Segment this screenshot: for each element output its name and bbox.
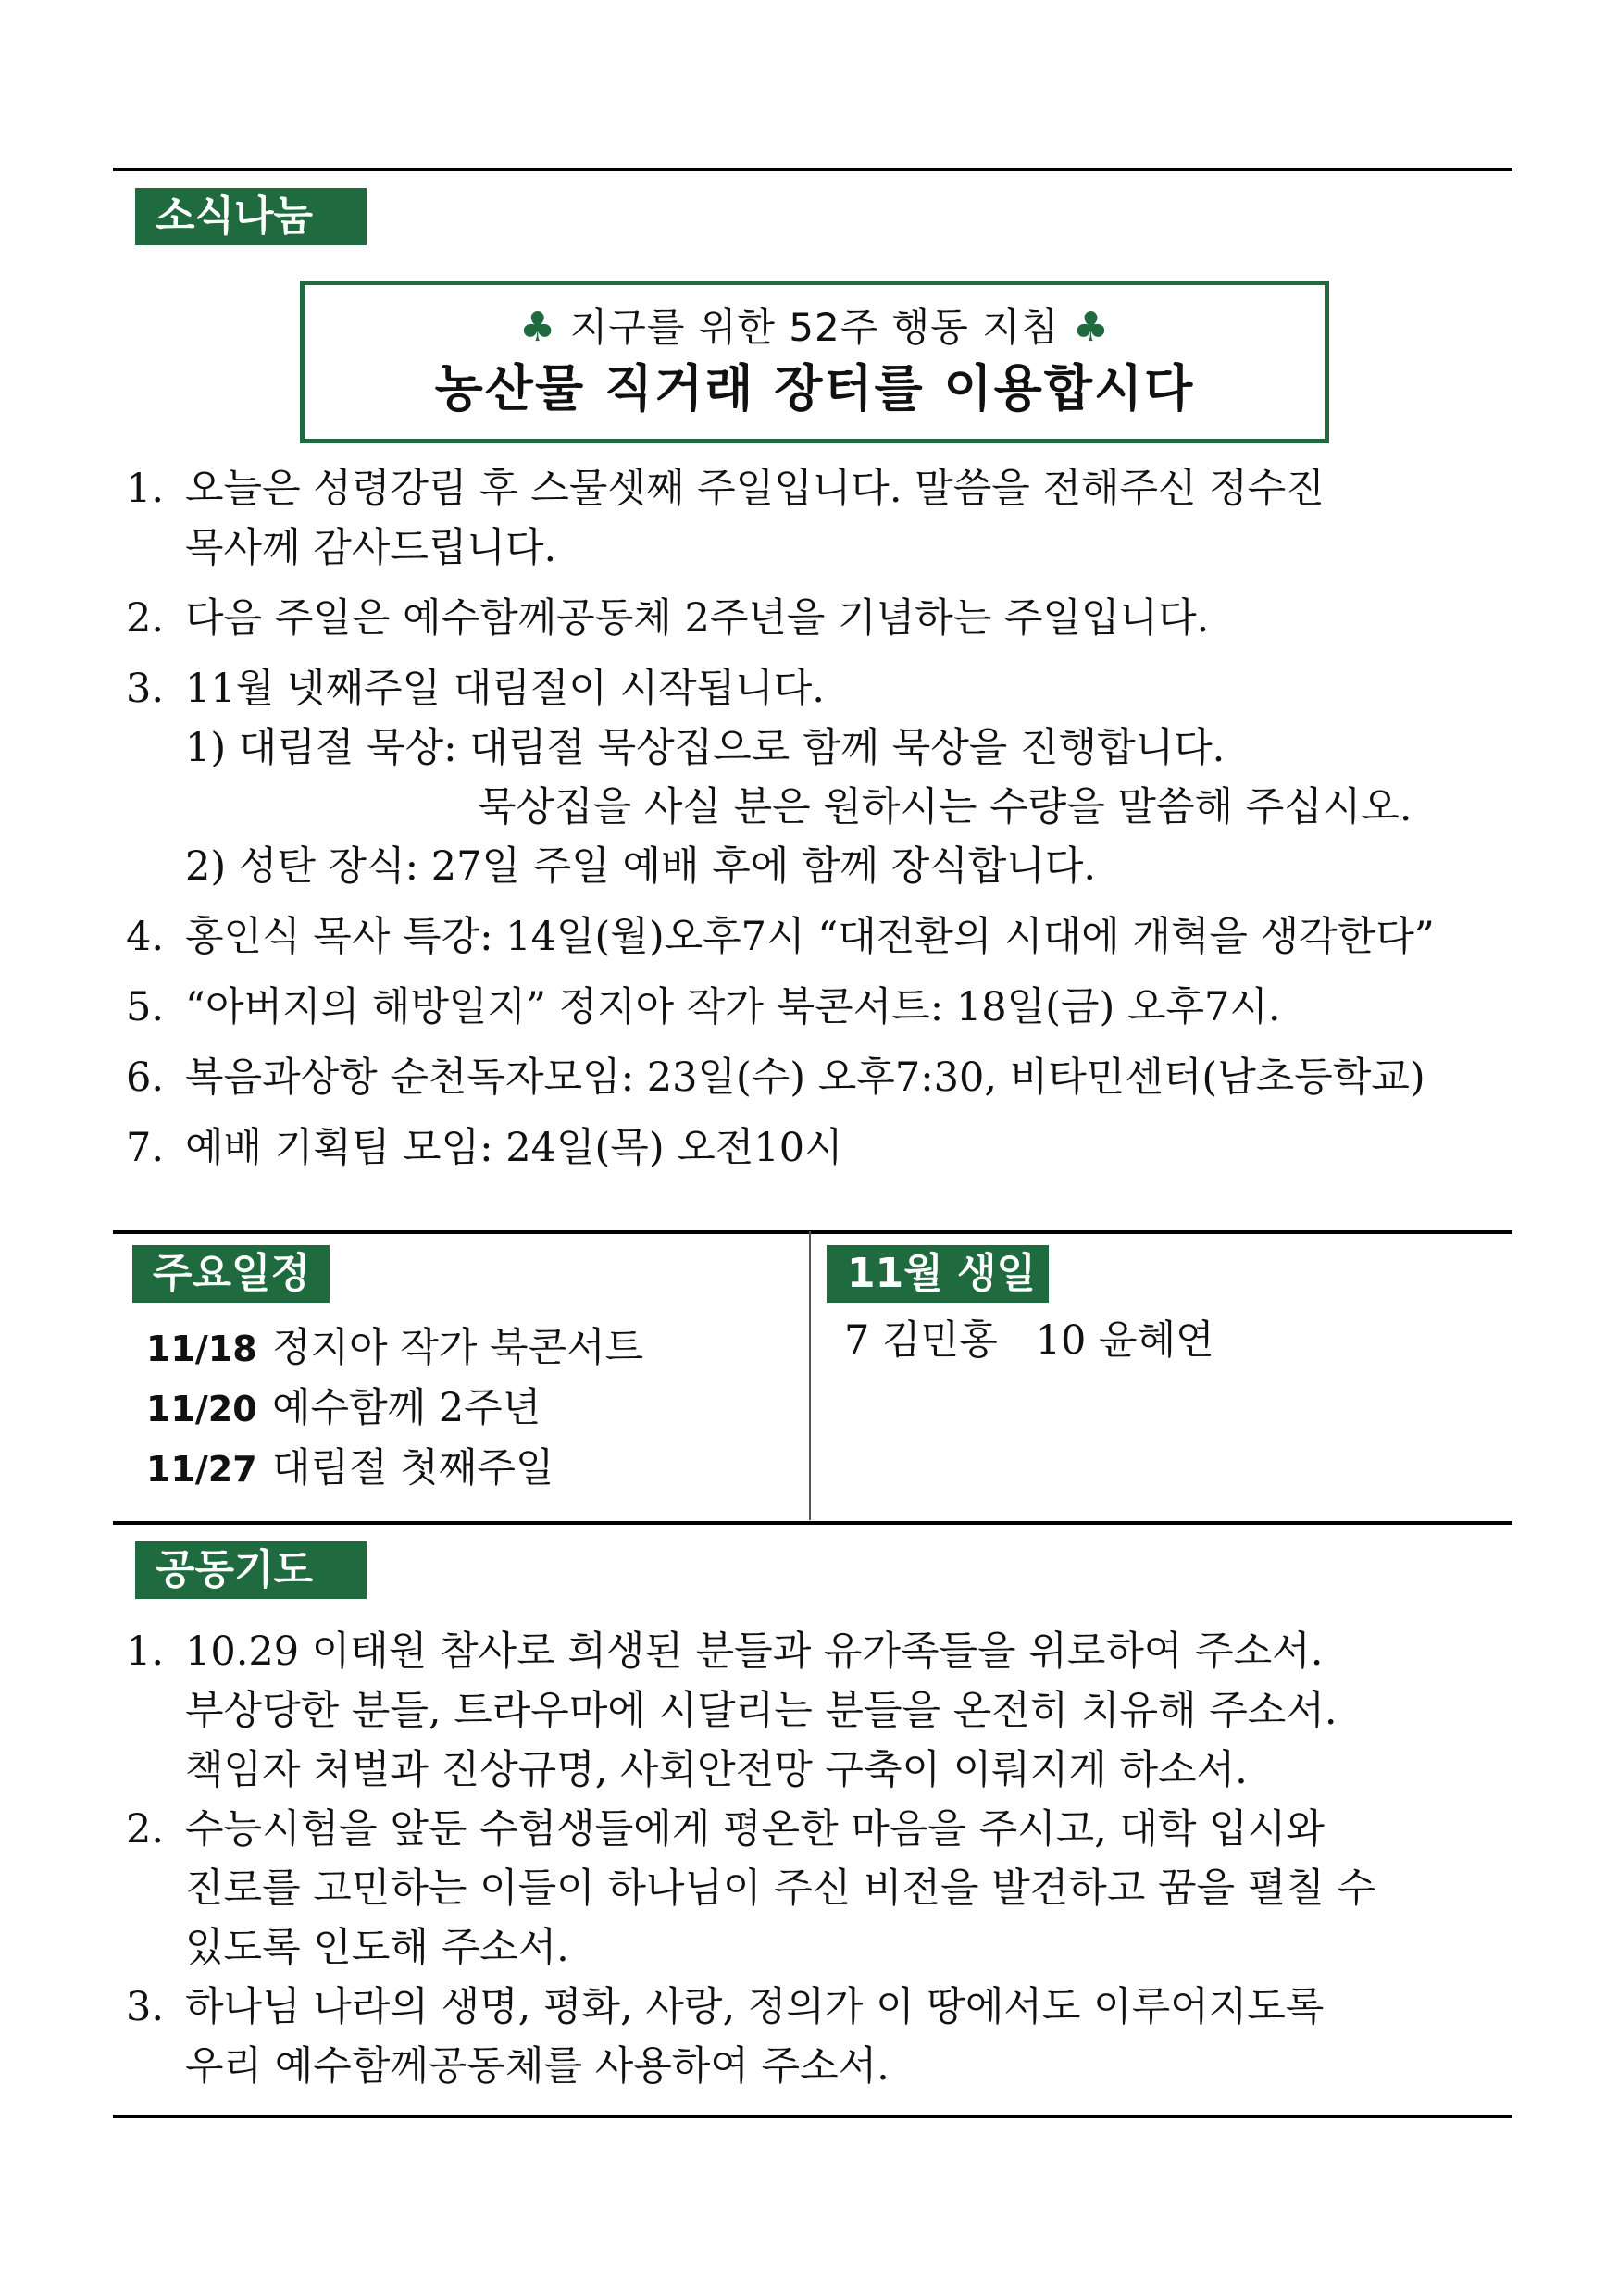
news-list — [126, 459, 1514, 1178]
item-line: 부상당한 분들, 트라우마에 시달리는 분들을 온전히 치유해 주소서. — [185, 1688, 1338, 1734]
item-number: 4. — [126, 914, 165, 960]
sub-item — [185, 718, 1514, 778]
sub-item-label: 1) 대림절 묵상: — [185, 725, 457, 771]
item-number: 2. — [126, 1806, 165, 1853]
item-line: 책임자 처벌과 진상규명, 사회안전망 구축이 이뤄지게 하소서. — [185, 1747, 1248, 1793]
item-line: 수능시험을 앞둔 수험생들에게 평온한 마음을 주시고, 대학 입시와 — [185, 1806, 1325, 1853]
title-headline: 농산물 직거래 장터를 이용합시다 — [434, 359, 1195, 418]
title-box — [300, 281, 1329, 443]
column-divider — [809, 1231, 811, 1520]
item-number: 1. — [126, 1628, 165, 1675]
item-line: 있도록 인도해 주소서. — [185, 1925, 569, 1971]
sub-item-text: 대림절 묵상집으로 함께 묵상을 진행합니다. — [469, 725, 1226, 771]
item-line: 오늘은 성령강림 후 스물셋째 주일입니다. 말씀을 전해주신 정수진 — [185, 466, 1325, 512]
club-icon: ♣ — [518, 304, 557, 351]
list-item — [126, 978, 1514, 1037]
item-line: “아버지의 해방일지” 정지아 작가 북콘서트: 18일(금) 오후7시. — [185, 984, 1281, 1030]
list-item — [126, 1118, 1514, 1178]
schedule-list — [146, 1318, 643, 1499]
item-number: 1. — [126, 466, 165, 512]
item-number: 2. — [126, 595, 165, 642]
schedule-bottom-rule — [113, 1521, 1512, 1525]
item-number: 6. — [126, 1054, 165, 1101]
item-line: 홍인식 목사 특강: 14일(월)오후7시 “대전환의 시대에 개혁을 생각한다” — [185, 914, 1435, 960]
item-line: 하나님 나라의 생명, 평화, 사랑, 정의가 이 땅에서도 이루어지도록 — [185, 1984, 1325, 2030]
item-number: 7. — [126, 1125, 165, 1171]
schedule-top-rule — [113, 1230, 1512, 1234]
top-rule — [113, 168, 1512, 171]
list-item — [126, 659, 1514, 896]
section-tag-birthdays: 11월 생일 — [827, 1245, 1049, 1303]
section-tag-news: 소식나눔 — [135, 188, 367, 245]
list-item — [126, 1800, 1514, 1978]
schedule-row — [146, 1439, 643, 1499]
schedule-row — [146, 1379, 643, 1439]
list-item — [126, 1048, 1514, 1107]
list-item — [126, 1978, 1514, 2096]
section-tag-prayer: 공동기도 — [135, 1541, 367, 1599]
list-item — [126, 589, 1514, 648]
section-tag-schedule: 주요일정 — [132, 1245, 330, 1303]
item-line: 10.29 이태원 참사로 희생된 분들과 유가족들을 위로하여 주소서. — [185, 1628, 1324, 1675]
prayer-list — [126, 1622, 1514, 2096]
title-subtitle-line — [305, 300, 1325, 356]
list-item — [126, 1622, 1514, 1800]
club-icon: ♣ — [1072, 304, 1111, 351]
item-number: 5. — [126, 984, 165, 1030]
item-line: 복음과상항 순천독자모임: 23일(수) 오후7:30, 비타민센터(남초등학교) — [185, 1054, 1425, 1101]
item-line: 11월 넷째주일 대림절이 시작됩니다. — [185, 666, 825, 712]
schedule-date: 11/27 — [146, 1449, 257, 1490]
item-line: 진로를 고민하는 이들이 하나님이 주신 비전을 발견하고 꿈을 펼칠 수 — [185, 1866, 1376, 1912]
item-number: 3. — [126, 1984, 165, 2030]
item-line: 예배 기획팀 모임: 24일(목) 오전10시 — [185, 1125, 843, 1171]
schedule-text: 정지아 작가 북콘서트 — [272, 1325, 644, 1371]
item-line: 다음 주일은 예수함께공동체 2주년을 기념하는 주일입니다. — [185, 595, 1210, 642]
item-number: 3. — [126, 666, 165, 712]
sub-item-label: 2) 성탄 장식: — [185, 843, 419, 890]
schedule-text: 대림절 첫째주일 — [272, 1445, 554, 1491]
sub-item-text: 27일 주일 예배 후에 함께 장식합니다. — [430, 843, 1097, 890]
schedule-text: 예수함께 2주년 — [272, 1385, 541, 1431]
birthday-line: 7 김민홍 10 윤혜연 — [844, 1317, 1214, 1364]
schedule-date: 11/20 — [146, 1389, 257, 1429]
list-item — [126, 907, 1514, 967]
list-item — [126, 459, 1514, 578]
title-subtitle: 지구를 위한 52주 행동 지침 — [569, 305, 1060, 350]
schedule-date: 11/18 — [146, 1329, 257, 1369]
schedule-row — [146, 1318, 643, 1379]
item-line: 우리 예수함께공동체를 사용하여 주소서. — [185, 2043, 890, 2090]
sub-item — [185, 837, 1514, 896]
sub-item-continuation: 묵상집을 사실 분은 원하시는 수량을 말씀해 주십시오. — [478, 784, 1413, 830]
bottom-rule — [113, 2115, 1512, 2118]
item-line: 목사께 감사드립니다. — [185, 525, 557, 571]
